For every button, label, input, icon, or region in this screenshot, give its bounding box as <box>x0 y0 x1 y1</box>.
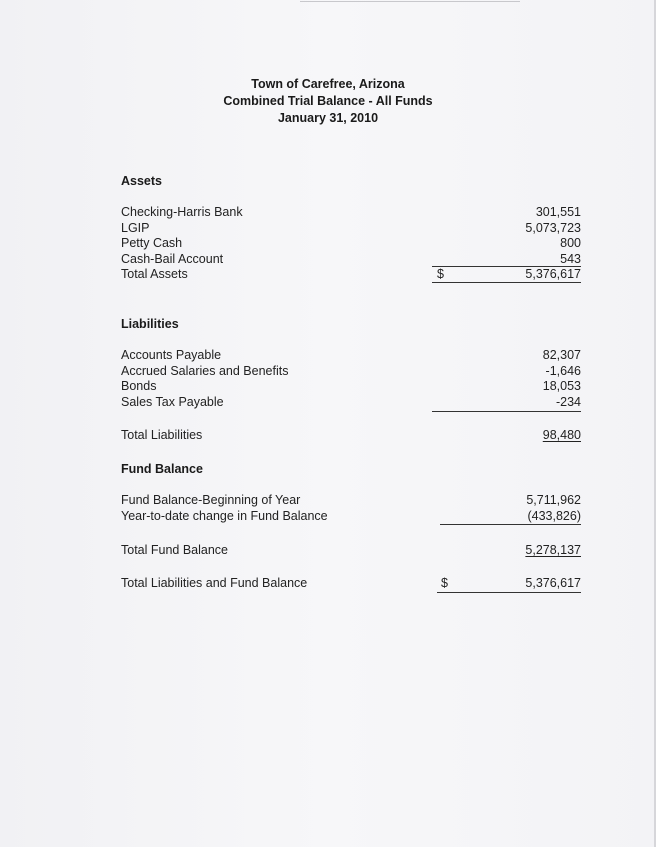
liability-label-sales-tax: Sales Tax Payable <box>121 394 224 409</box>
asset-value-lgip: 5,073,723 <box>525 220 581 235</box>
fund-value-ytd-change: (433,826) <box>527 508 581 523</box>
asset-value-petty-cash: 800 <box>560 236 581 250</box>
asset-label-lgip: LGIP <box>121 220 150 235</box>
asset-label-cash-bail: Cash-Bail Account <box>121 251 224 266</box>
asset-value-cash-bail: 543 <box>560 251 581 266</box>
liabilities-subtotal-rule <box>432 411 581 412</box>
fund-subtotal-rule <box>440 524 581 525</box>
total-liabilities-label: Total Liabilities <box>121 428 203 442</box>
grand-total-currency: $ <box>441 576 448 590</box>
fund-label-beginning: Fund Balance-Beginning of Year <box>121 493 301 507</box>
liability-label-bonds: Bonds <box>121 379 157 393</box>
header-town: Town of Carefree, Arizona <box>251 77 405 91</box>
liability-value-ap: 82,307 <box>542 348 581 362</box>
total-liabilities-value: 98,480 <box>542 428 581 442</box>
grand-total-label: Total Liabilities and Fund Balance <box>121 576 308 590</box>
header-date: January 31, 2010 <box>277 111 379 125</box>
header-report-title: Combined Trial Balance - All Funds <box>223 94 433 108</box>
total-fund-balance-value: 5,278,137 <box>525 543 581 557</box>
liabilities-title: Liabilities <box>121 317 179 331</box>
fund-value-beginning: 5,711,962 <box>526 493 581 507</box>
grand-total-value: 5,376,617 <box>525 576 581 590</box>
total-assets-label: Total Assets <box>121 267 188 281</box>
total-assets-value: 5,376,617 <box>525 267 581 281</box>
liability-value-sales-tax: -234 <box>555 394 581 409</box>
liability-value-bonds: 18,053 <box>542 379 581 393</box>
liability-value-salaries: -1,646 <box>545 363 581 378</box>
document-header <box>0 76 656 127</box>
scan-edge-line <box>300 1 520 2</box>
assets-title: Assets <box>121 174 162 188</box>
asset-value-checking: 301,551 <box>535 205 581 219</box>
liability-label-ap: Accounts Payable <box>121 348 222 362</box>
liability-label-salaries: Accrued Salaries and Benefits <box>121 363 289 378</box>
total-assets-underline <box>432 282 581 283</box>
fund-balance-title: Fund Balance <box>121 462 203 476</box>
asset-label-checking: Checking-Harris Bank <box>121 205 243 219</box>
total-assets-currency: $ <box>437 267 444 281</box>
fund-label-ytd-change: Year-to-date change in Fund Balance <box>121 508 328 523</box>
asset-label-petty-cash: Petty Cash <box>121 236 183 250</box>
total-fund-balance-label: Total Fund Balance <box>121 543 229 557</box>
grand-total-underline <box>437 592 581 593</box>
